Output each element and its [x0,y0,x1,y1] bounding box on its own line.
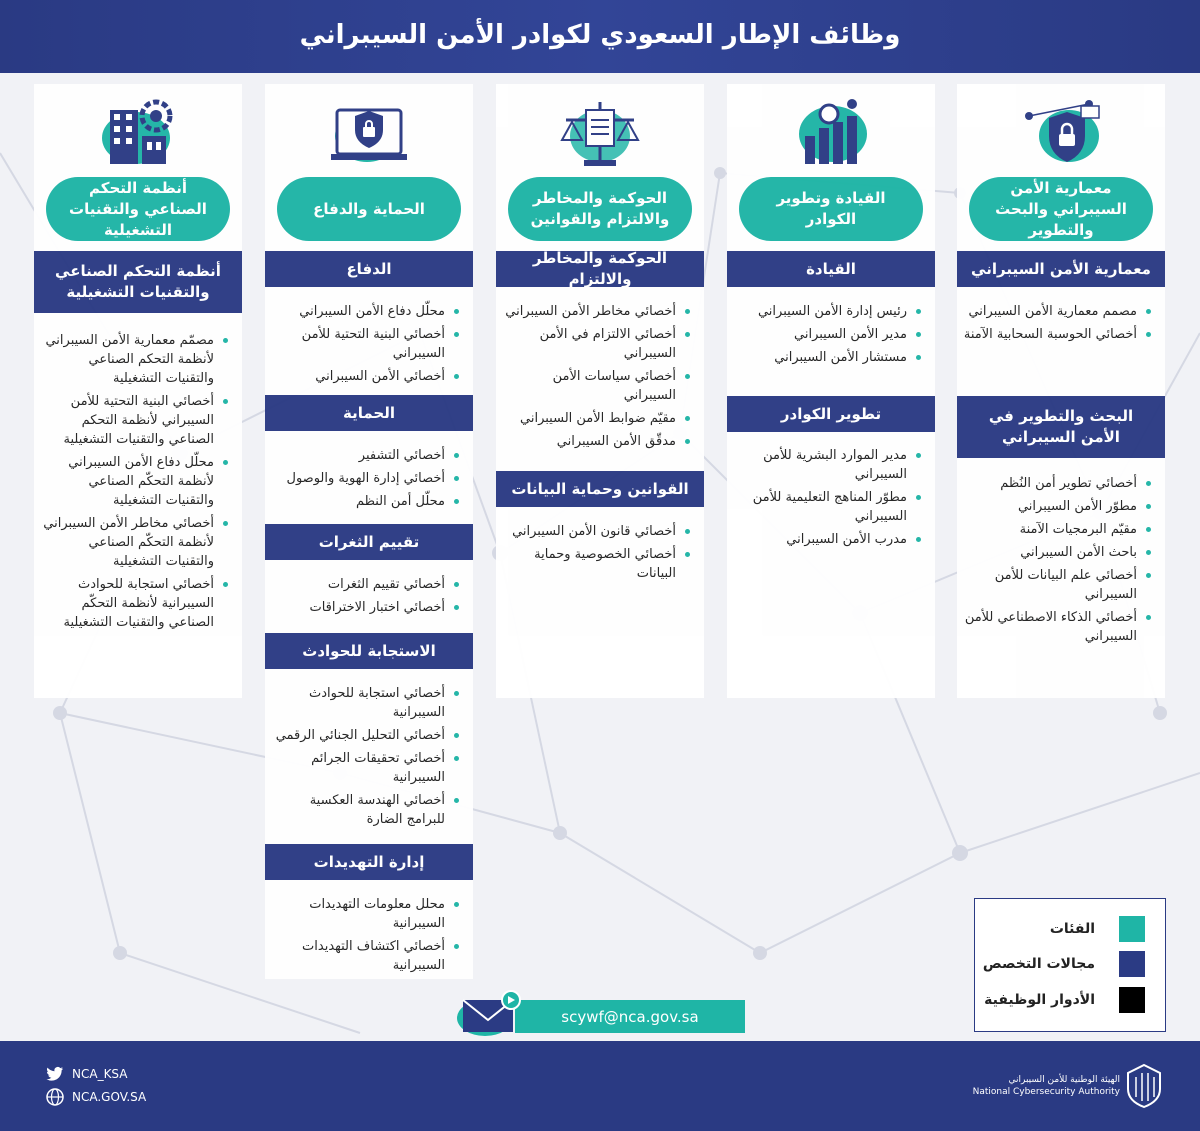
section-header: الاستجابة للحوادث [265,633,473,669]
roles-list [502,522,690,587]
role-item: أخصائي البنية التحتية للأمن السيبراني [271,325,459,363]
role-item: مقيّم ضوابط الأمن السيبراني [502,409,690,428]
section-header: أنظمة التحكم الصناعي والتقنيات التشغيلية [34,251,242,313]
role-item: أخصائي تطوير أمن النُظم [963,474,1151,493]
role-item: مطوّر المناهج التعليمية للأمن السيبراني [733,488,921,526]
factory-gear-icon [96,96,180,170]
twitter-icon [46,1066,64,1082]
org-name-english: National Cybersecurity Authority [972,1087,1120,1097]
role-item: أخصائي التحليل الجنائي الرقمي [271,726,459,745]
roles-list [733,302,921,371]
section-header: الحوكمة والمخاطر والالتزام [496,251,704,287]
role-item: أخصائي تحقيقات الجرائم السيبرانية [271,749,459,787]
twitter-link[interactable] [46,1066,127,1082]
role-item: أخصائي استجابة للحوادث السيبرانية [271,684,459,722]
roles-list [271,302,459,390]
role-item: أخصائي علم البيانات للأمن السيبراني [963,566,1151,604]
role-item: أخصائي الذكاء الاصطناعي للأمن السيبراني [963,608,1151,646]
role-item: أخصائي سياسات الأمن السيبراني [502,367,690,405]
legend-label: الفئات [1049,921,1095,937]
legend-item-roles [984,987,1145,1013]
legend-swatch [1119,987,1145,1013]
roles-list [502,302,690,455]
role-item: أخصائي البنية التحتية للأمن السيبراني لأنظمة التحكم الصناعي والتقنيات التشغيلية [40,392,228,449]
role-item: محلّل دفاع الأمن السيبراني [271,302,459,321]
page-title: وظائف الإطار السعودي لكوادر الأمن السيبراني [299,20,901,50]
role-item: أخصائي مخاطر الأمن السيبراني [502,302,690,321]
role-item: محلّل دفاع الأمن السيبراني لأنظمة التحكّم الصناعي والتقنيات التشغيلية [40,453,228,510]
role-item: مدرب الأمن السيبراني [733,530,921,549]
role-item: مقيّم البرمجيات الآمنة [963,520,1151,539]
monitor-lock-icon [327,96,411,170]
section-header: القيادة [727,251,935,287]
role-item: أخصائي الخصوصية وحماية البيانات [502,545,690,583]
category-pill: القيادة وتطوير الكوادر [739,177,923,241]
category-pill: الحوكمة والمخاطر والالتزام والقوانين [508,177,692,241]
section-header: الدفاع [265,251,473,287]
role-item: مصمم معمارية الأمن السيبراني [963,302,1151,321]
leadership-chart-icon [789,96,873,170]
section-header: تقييم الثغرات [265,524,473,560]
roles-list [271,446,459,515]
roles-list [733,446,921,553]
legend-label: الأدوار الوظيفية [984,992,1095,1008]
role-item: مدير الموارد البشرية للأمن السيبراني [733,446,921,484]
section-header: معمارية الأمن السيبراني [957,251,1165,287]
website-url: NCA.GOV.SA [72,1090,147,1104]
legend-label: مجالات التخصص [982,956,1095,972]
section-header: الحماية [265,395,473,431]
footer [0,1041,1200,1131]
roles-list [271,684,459,833]
org-name-arabic: الهيئة الوطنية للأمن السيبراني [1008,1075,1120,1085]
category-pill: معمارية الأمن السيبراني والبحث والتطوير [969,177,1153,241]
legend-swatch [1119,951,1145,977]
role-item: أخصائي الأمن السيبراني [271,367,459,386]
legend [974,898,1166,1032]
roles-list [271,575,459,621]
globe-icon [46,1088,64,1106]
role-item: أخصائي الهندسة العكسية للبرامج الضارة [271,791,459,829]
roles-list [271,895,459,979]
column-ics-ot [34,84,242,698]
category-pill: الحماية والدفاع [277,177,461,241]
category-pill: أنظمة التحكم الصناعي والتقنيات التشغيلية [46,177,230,241]
section-header: إدارة التهديدات [265,844,473,880]
header-banner [0,0,1200,73]
nca-logo-icon [1124,1063,1164,1109]
roles-list [963,302,1151,348]
role-item: محلل معلومات التهديدات السيبرانية [271,895,459,933]
email-contact [455,990,745,1036]
scales-document-icon [558,96,642,170]
role-item: أخصائي تقييم الثغرات [271,575,459,594]
role-item: رئيس إدارة الأمن السيبراني [733,302,921,321]
role-item: أخصائي استجابة للحوادث السيبرانية لأنظمة التحكّم الصناعي والتقنيات التشغيلية [40,575,228,632]
role-item: أخصائي اكتشاف التهديدات السيبرانية [271,937,459,975]
email-link[interactable]: scywf@nca.gov.sa [515,1000,745,1033]
column-leadership [727,84,935,698]
website-link[interactable] [46,1088,146,1106]
role-item: أخصائي الحوسبة السحابية الآمنة [963,325,1151,344]
section-header: القوانين وحماية البيانات [496,471,704,507]
column-governance [496,84,704,698]
role-item: باحث الأمن السيبراني [963,543,1151,562]
envelope-icon [455,990,523,1036]
section-header: البحث والتطوير في الأمن السيبراني [957,396,1165,458]
role-item: مستشار الأمن السيبراني [733,348,921,367]
shield-network-icon [1019,96,1103,170]
legend-swatch [1119,916,1145,942]
section-header: تطوير الكوادر [727,396,935,432]
role-item: أخصائي اختبار الاختراقات [271,598,459,617]
roles-list [40,331,228,636]
role-item: محلّل أمن النظم [271,492,459,511]
roles-list [963,474,1151,650]
role-item: مدير الأمن السيبراني [733,325,921,344]
role-item: أخصائي مخاطر الأمن السيبراني لأنظمة التحكّم الصناعي والتقنيات التشغيلية [40,514,228,571]
twitter-handle: NCA_KSA [72,1067,128,1081]
role-item: أخصائي الالتزام في الأمن السيبراني [502,325,690,363]
role-item: مصمّم معمارية الأمن السيبراني لأنظمة التحكم الصناعي والتقنيات التشغيلية [40,331,228,388]
role-item: مدقّق الأمن السيبراني [502,432,690,451]
role-item: أخصائي إدارة الهوية والوصول [271,469,459,488]
legend-item-specialties [983,951,1145,977]
legend-item-categories [1050,916,1145,942]
role-item: أخصائي قانون الأمن السيبراني [502,522,690,541]
column-protection-defense [265,84,473,979]
role-item: مطوّر الأمن السيبراني [963,497,1151,516]
role-item: أخصائي التشفير [271,446,459,465]
column-architecture-research [957,84,1165,698]
